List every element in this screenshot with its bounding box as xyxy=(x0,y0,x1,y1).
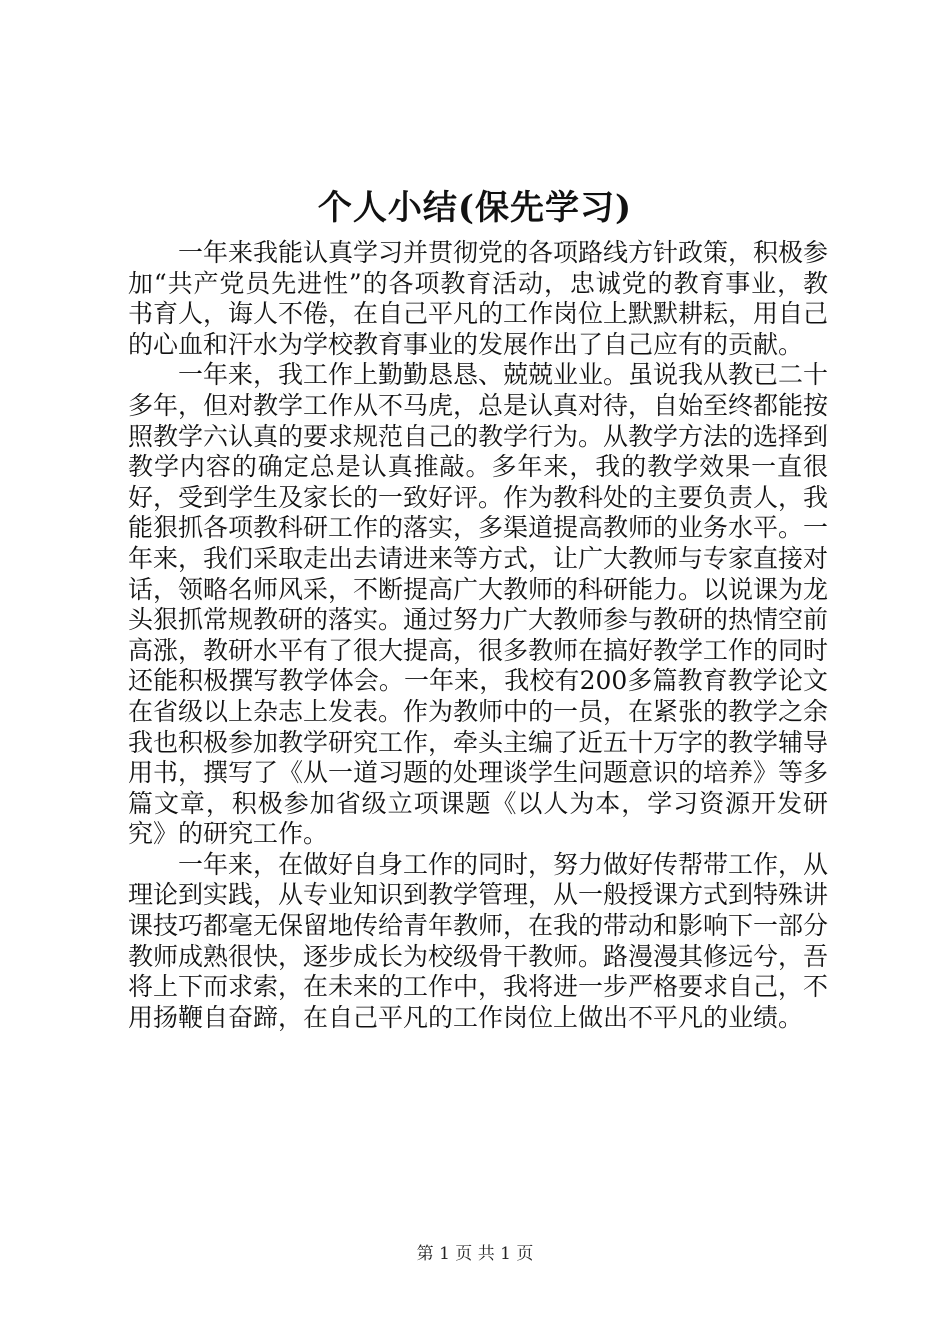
paragraph-3: 一年来，在做好自身工作的同时，努力做好传帮带工作，从理论到实践，从专业知识到教学管理，从一般授课方式到特殊讲课技巧都毫无保留地传给青年教师，在我的带动和影响下一部分教师成熟很快，逐步成长为校级骨干教师。路漫漫其修远兮，吾将上下而求索，在未来的工作中，我将进一步严格要求自己，不用扬鞭自奋蹄，在自己平凡的工作岗位上做出不平凡的业绩。 xyxy=(128,849,829,1032)
paragraph-1: 一年来我能认真学习并贯彻党的各项路线方针政策，积极参加“共产党员先进性”的各项教育活动，忠诚党的教育事业，教书育人，诲人不倦，在自己平凡的工作岗位上默默耕耘，用自己的心血和汗水为学校教育事业的发展作出了自己应有的贡献。 xyxy=(128,238,829,359)
document-title: 个人小结(保先学习) xyxy=(317,188,633,228)
paragraph-2: 一年来，我工作上勤勤恳恳、兢兢业业。虽说我从教已二十多年，但对教学工作从不马虎，总是认真对待，自始至终都能按照教学六认真的要求规范自己的教学行为。从教学方法的选择到教学内容的确定总是认真推敲。多年来，我的教学效果一直很好，受到学生及家长的一致好评。作为教科处的主要负责人，我能狠抓各项教科研工作的落实，多渠道提高教师的业务水平。一年来，我们采取走出去请进来等方式，让广大教师与专家直接对话，领略名师风采，不断提高广大教师的科研能力。以说课为龙头狠抓常规教研的落实。通过努力广大教师参与教研的热情空前高涨，教研水平有了很大提高，很多教师在搞好教学工作的同时还能积极撰写教学体会。一年来，我校有200多篇教育教学论文在省级以上杂志上发表。作为教师中的一员，在紧张的教学之余我也积极参加教学研究工作，牵头主编了近五十万字的教学辅导用书，撰写了《从一道习题的处理谈学生问题意识的培养》等多篇文章，积极参加省级立项课题《以人为本，学习资源开发研究》的研究工作。 xyxy=(128,360,829,849)
document-body xyxy=(128,238,828,1033)
page-number-footer: 第 1 页 共 1 页 xyxy=(416,1244,534,1264)
